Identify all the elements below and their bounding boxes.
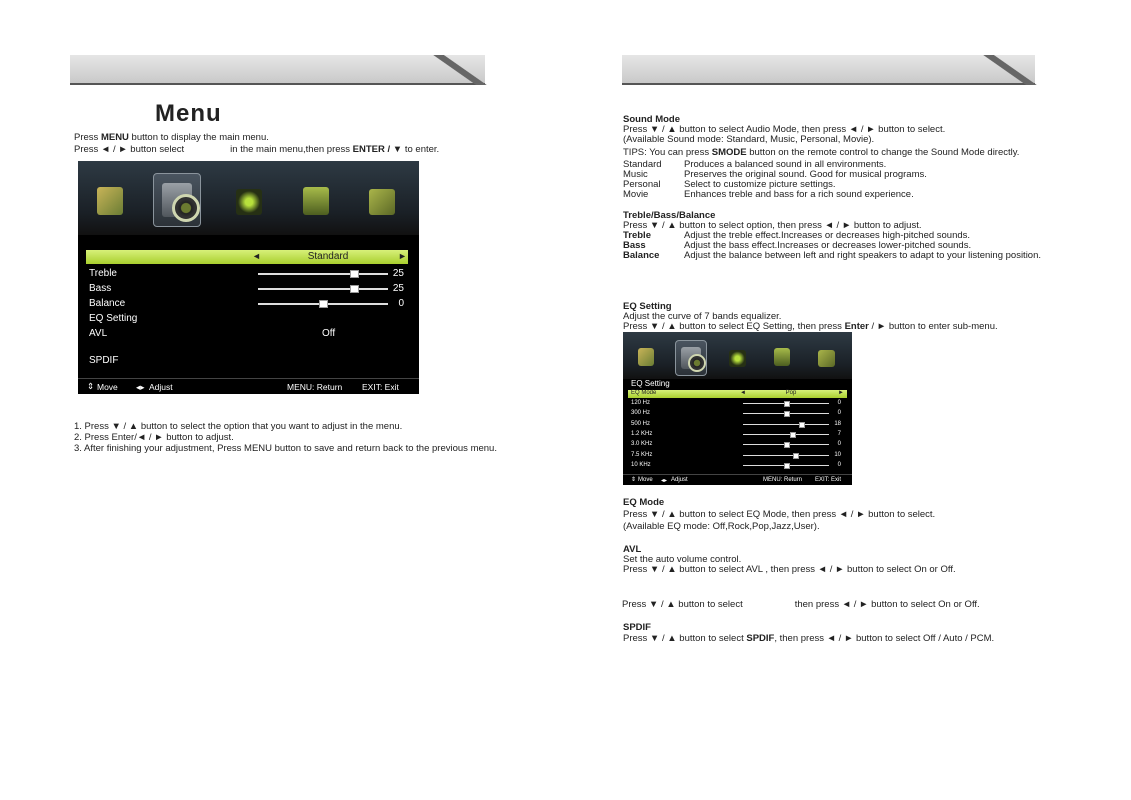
treble-value: 25 — [392, 268, 404, 279]
mode-personal-desc: Select to customize picture settings. — [684, 179, 836, 190]
avl-line-2: Press ▼ / ▲ button to select AVL , then press ◄ / ► button to select On or Off. — [623, 564, 956, 575]
eq-band-value: 0 — [837, 400, 841, 406]
sound-menu-icon[interactable] — [675, 340, 707, 376]
eq-band-value: 0 — [837, 410, 841, 417]
picture-menu-icon[interactable] — [90, 179, 130, 223]
menu-item-spdif[interactable]: SPDIF — [89, 355, 119, 366]
eq-mode-right-arrow[interactable]: ► — [838, 390, 844, 396]
avl-value: Off — [322, 328, 336, 339]
footer-adjust: Adjust — [671, 477, 688, 483]
footer-exit: EXIT: Exit — [362, 382, 399, 392]
tbb-treble-name: Treble — [623, 230, 651, 241]
eq-mode-row[interactable] — [628, 390, 847, 398]
tips-line: TIPS: You can press SMODE button on the remote control to change the Sound Mode directly. — [623, 147, 1020, 158]
right-page-header-bar — [622, 55, 1035, 85]
adjust-icon: ◂▸ — [661, 478, 668, 484]
mode-standard-desc: Produces a balanced sound in all environments. — [684, 159, 887, 170]
eq-band-value: 18 — [834, 420, 841, 427]
mode-movie-name: Movie — [623, 189, 649, 200]
mode-standard-name: Standard — [623, 159, 662, 170]
bass-value: 25 — [392, 283, 404, 294]
bass-slider-knob[interactable] — [350, 285, 359, 293]
eq-band-slider-knob[interactable] — [784, 401, 790, 407]
tbb-balance-name: Balance — [623, 250, 660, 261]
eq-band-slider-knob[interactable] — [790, 432, 796, 438]
sound-mode-heading: Sound Mode — [623, 114, 680, 125]
mode-movie-desc: Enhances treble and bass for a rich sound experience. — [684, 189, 914, 200]
tbb-line-1: Press ▼ / ▲ button to select option, then press ◄ / ► button to adjust. — [623, 220, 922, 231]
mode-music-desc: Preserves the original sound. Good for musical programs. — [684, 169, 927, 180]
eq-menu-footer — [623, 474, 852, 485]
intro-line-1: Press MENU button to display the main menu. — [74, 132, 269, 143]
tbb-bass-desc: Adjust the bass effect.Increases or decreases lower-pitched sounds. — [684, 240, 972, 251]
step-3: 3. After finishing your adjustment, Press MENU button to save and return back to the previous menu. — [74, 443, 497, 454]
treble-slider[interactable] — [258, 273, 388, 275]
tbb-heading: Treble/Bass/Balance — [623, 210, 716, 221]
eq-band-slider-knob[interactable] — [784, 411, 790, 417]
tbb-treble-desc: Adjust the treble effect.Increases or decreases high-pitched sounds. — [684, 230, 971, 241]
balance-slider-knob[interactable] — [319, 300, 328, 308]
spdif-line-1: Press ▼ / ▲ button to select SPDIF, then press ◄ / ► button to select Off / Auto / PCM. — [623, 633, 995, 644]
eq-band-label[interactable]: 3.0 KHz — [631, 441, 653, 448]
eq-heading: EQ Setting — [623, 301, 672, 312]
adjust-icon: ◂▸ — [136, 382, 145, 392]
eq-band-slider-knob[interactable] — [793, 453, 799, 459]
bass-slider[interactable] — [258, 288, 388, 290]
balance-value: 0 — [398, 298, 404, 309]
eq-mode-heading: EQ Mode — [623, 497, 665, 508]
mode-personal-name: Personal — [623, 179, 661, 190]
eq-line-2: Press ▼ / ▲ button to select EQ Setting, then press Enter / ► button to enter sub-menu. — [623, 321, 998, 332]
eq-band-slider-knob[interactable] — [784, 442, 790, 448]
eq-band-slider[interactable] — [743, 455, 829, 456]
eq-screen-title: EQ Setting — [631, 379, 670, 388]
eq-band-label[interactable]: 1.2 KHz — [631, 430, 653, 437]
spdif-heading: SPDIF — [623, 622, 651, 633]
step-2: 2. Press Enter/◄ / ► button to adjust. — [74, 432, 234, 443]
treble-slider-knob[interactable] — [350, 270, 359, 278]
menu-item-eq-setting[interactable]: EQ Setting — [89, 313, 138, 324]
eq-mode-left-arrow[interactable]: ◄ — [740, 390, 746, 396]
page-title: Menu — [155, 100, 222, 127]
move-icon: ⇕ — [631, 477, 637, 483]
mode-music-name: Music — [623, 169, 648, 180]
tbb-balance-desc: Adjust the balance between left and right speakers to adapt to your listening position. — [684, 250, 1042, 261]
eq-mode-line-1: Press ▼ / ▲ button to select EQ Mode, then press ◄ / ► button to select. — [623, 509, 936, 520]
footer-move: Move — [638, 477, 653, 483]
menu-item-balance[interactable]: Balance — [89, 298, 126, 309]
footer-exit: EXIT: Exit — [815, 477, 842, 483]
channel-menu-icon[interactable] — [724, 345, 751, 372]
sound-mode-line-2: (Available Sound mode: Standard, Music, Personal, Movie). — [623, 134, 875, 145]
eq-band-value: 7 — [837, 430, 841, 437]
menu-item-bass[interactable]: Bass — [89, 283, 112, 294]
menu-item-avl[interactable]: AVL — [89, 328, 108, 339]
sound-mode-value: Standard — [307, 251, 349, 262]
setup-menu-icon[interactable] — [813, 345, 840, 372]
footer-return: MENU: Return — [763, 477, 803, 483]
sound-menu-screenshot — [78, 161, 419, 394]
move-icon: ⇕ — [87, 381, 95, 391]
eq-band-value: 0 — [837, 461, 841, 468]
eq-line-1: Adjust the curve of 7 bands equalizer. — [623, 311, 782, 322]
eq-mode-value: Pop — [785, 390, 797, 396]
eq-band-label[interactable]: 300 Hz — [631, 410, 651, 417]
eq-band-slider-knob[interactable] — [784, 463, 790, 469]
lock-menu-icon[interactable] — [296, 179, 336, 223]
intro-line-2: Press ◄ / ► button select in the main menu,then press ENTER / ▼ to enter. — [74, 144, 440, 155]
setup-menu-icon[interactable] — [361, 181, 403, 223]
footer-adjust: Adjust — [149, 382, 173, 392]
sound-mode-left-arrow[interactable]: ◄ — [252, 251, 261, 261]
eq-menu-screenshot — [623, 332, 852, 485]
picture-menu-icon[interactable] — [633, 343, 659, 371]
eq-band-value: 10 — [834, 451, 841, 458]
left-page-header-bar — [70, 55, 485, 85]
sound-mode-line-1: Press ▼ / ▲ button to select Audio Mode, then press ◄ / ► button to select. — [623, 124, 946, 135]
channel-menu-icon[interactable] — [228, 181, 270, 223]
menu-footer — [78, 378, 419, 394]
eq-band-value: 0 — [837, 441, 841, 448]
eq-band-label[interactable]: 7.5 KHz — [631, 451, 653, 458]
lock-menu-icon[interactable] — [769, 343, 795, 371]
tbb-bass-name: Bass — [623, 240, 646, 251]
eq-mode-label: EQ Mode — [631, 390, 657, 396]
eq-band-label[interactable]: 10 KHz — [631, 461, 651, 468]
menu-item-treble[interactable]: Treble — [89, 268, 117, 279]
eq-band-slider[interactable] — [743, 424, 829, 425]
eq-band-slider-knob[interactable] — [799, 422, 805, 428]
step-1: 1. Press ▼ / ▲ button to select the option that you want to adjust in the menu. — [74, 421, 403, 432]
avl-heading: AVL — [623, 544, 642, 555]
avl-line-1: Set the auto volume control. — [623, 554, 742, 565]
eq-mode-line-2: (Available EQ mode: Off,Rock,Pop,Jazz,User). — [623, 521, 820, 532]
footer-return: MENU: Return — [287, 382, 343, 392]
eq-band-label[interactable]: 120 Hz — [631, 400, 651, 406]
eq-band-label[interactable]: 500 Hz — [631, 420, 651, 427]
footer-move: Move — [97, 382, 118, 392]
sound-menu-icon[interactable] — [153, 173, 201, 227]
sound-mode-right-arrow[interactable]: ► — [398, 251, 407, 261]
blank-option-line: Press ▼ / ▲ button to select then press ◄ / ► button to select On or Off. — [622, 599, 980, 610]
eq-band-slider[interactable] — [743, 434, 829, 435]
